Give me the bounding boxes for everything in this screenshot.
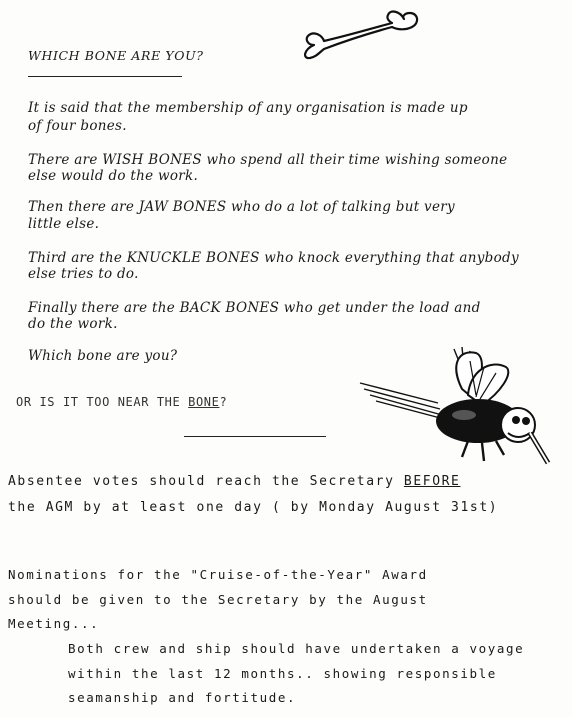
closing-line — [16, 395, 227, 409]
absentee-line1-text: Absentee votes should reach the Secretary — [8, 474, 404, 489]
closing-underlined-word: BONE — [188, 395, 220, 409]
paragraph-wish-bones-line1: There are WISH BONES who spend all their time wishing someone — [28, 152, 508, 168]
paragraph-jaw-bones-line2: little else. — [28, 216, 100, 232]
absentee-line2: the AGM by at least one day ( by Monday August 31st) — [8, 500, 499, 515]
bone-section-title: WHICH BONE ARE YOU? — [28, 48, 204, 63]
title-underline — [28, 76, 182, 77]
paragraph-wish-bones-line2: else would do the work. — [28, 168, 199, 184]
nominations-line1: Nominations for the "Cruise-of-the-Year" Award — [8, 567, 428, 582]
nominations-indent-line2: within the last 12 months.. showing responsible — [68, 666, 497, 681]
paragraph-back-bones-line1: Finally there are the BACK BONES who get under the load and — [28, 300, 481, 316]
absentee-emphasis-before: BEFORE — [403, 474, 461, 489]
bone-icon — [300, 5, 425, 60]
paragraph-knuckle-bones-line1: Third are the KNUCKLE BONES who knock everything that anybody — [28, 250, 519, 266]
closing-prefix: OR IS IT TOO NEAR THE — [16, 395, 189, 409]
nominations-line2: should be given to the Secretary by the August — [8, 592, 428, 607]
paragraph-jaw-bones-line1: Then there are JAW BONES who do a lot of talking but very — [28, 199, 455, 215]
nominations-indent-line3: seamanship and fortitude. — [68, 690, 297, 705]
nominations-indent-line1: Both crew and ship should have undertaken a voyage — [68, 641, 525, 656]
paragraph-intro-line2: of four bones. — [28, 118, 127, 134]
paragraph-back-bones-line2: do the work. — [28, 316, 118, 332]
cartoon-fly-icon — [358, 345, 558, 470]
section-divider — [184, 436, 326, 437]
paragraph-knuckle-bones-line2: else tries to do. — [28, 266, 139, 282]
question-line: Which bone are you? — [28, 348, 178, 364]
absentee-line1 — [8, 474, 460, 489]
nominations-line3: Meeting... — [8, 616, 100, 631]
paragraph-intro-line1: It is said that the membership of any organisation is made up — [28, 100, 468, 116]
closing-suffix: ? — [219, 395, 228, 409]
